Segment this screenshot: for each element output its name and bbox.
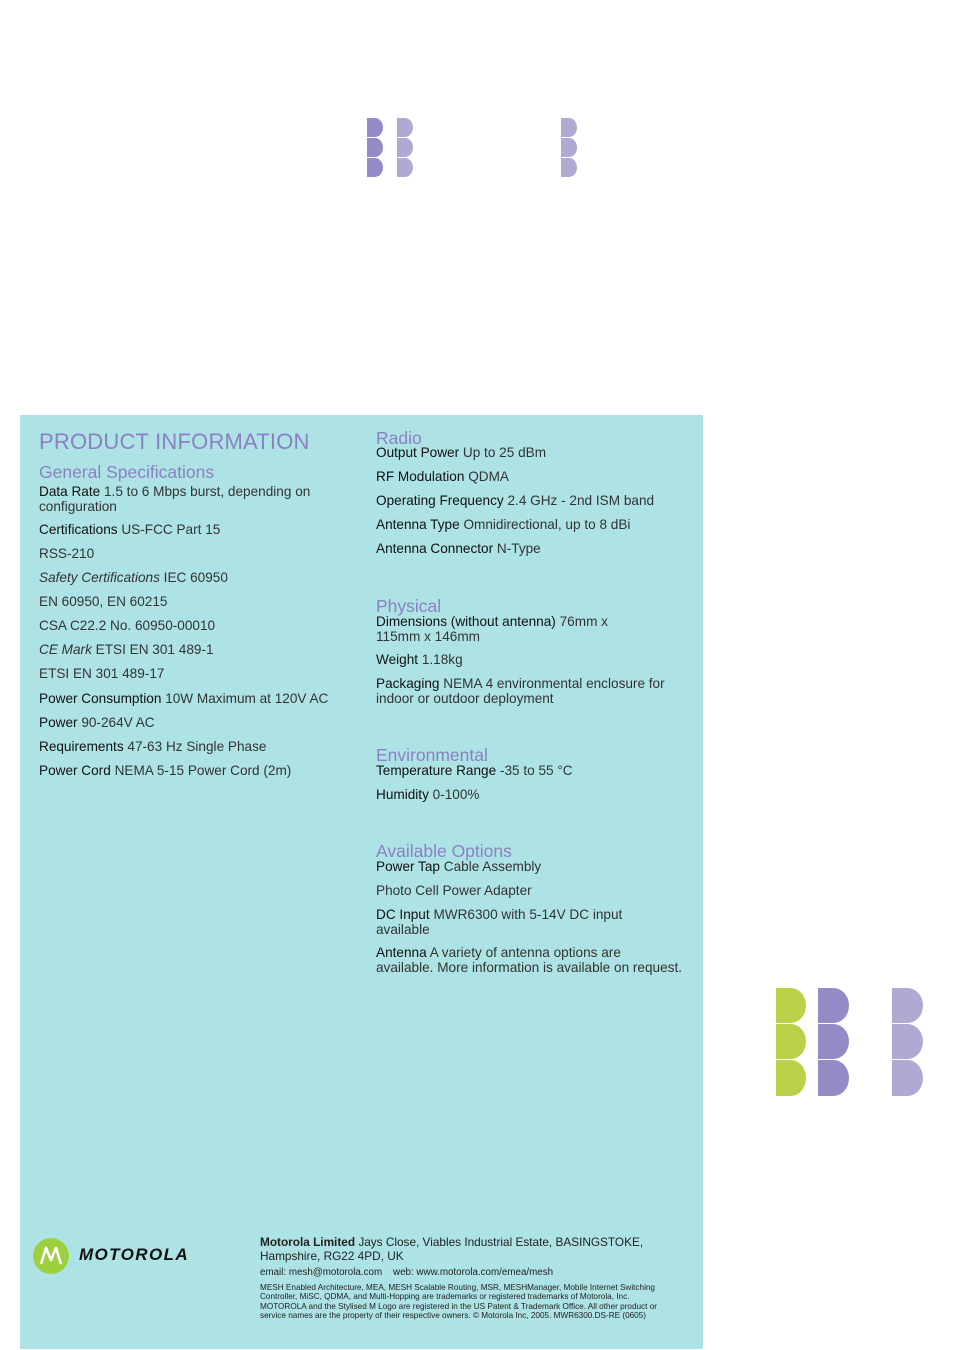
- spec-ce-mark: [39, 643, 214, 658]
- spec-power-cord: [39, 764, 291, 779]
- spec-value: A variety of antenna options are: [429, 945, 621, 960]
- spec-value: MWR6300 with 5-14V DC input: [433, 907, 623, 922]
- dot: [397, 158, 413, 177]
- spec-certifications: [39, 523, 220, 538]
- spec-label: Power Tap: [376, 859, 440, 874]
- section-heading-physical: Physical: [376, 596, 442, 616]
- spec-humidity: [376, 788, 480, 803]
- spec-value: Up to 25 dBm: [462, 445, 547, 460]
- option-photo-cell: Photo Cell Power Adapter: [376, 883, 532, 898]
- spec-label: Safety Certifications: [39, 570, 160, 585]
- spec-label: Weight: [376, 652, 419, 667]
- spec-label: Power Consumption: [39, 691, 162, 706]
- dot: [776, 1024, 806, 1059]
- spec-label: Power Cord: [39, 763, 111, 778]
- company-address: [260, 1236, 680, 1264]
- spec-value: Cable Assembly: [443, 859, 542, 874]
- spec-value: available: [376, 921, 430, 937]
- spec-line: EN 60950, EN 60215: [39, 594, 168, 609]
- legal-line: Controller, MiSC, QDMA, and Multi-Hopping are trademarks or registered trademarks of Motorola, Inc.: [260, 1292, 630, 1302]
- legal-line: MESH Enabled Architecture, MEA, MESH Scalable Routing, MSR, MESHManager, Mobile Internet Switching: [260, 1283, 655, 1292]
- option-dc-input: [376, 908, 622, 937]
- spec-value: 1.5 to 6 Mbps burst, depending on: [104, 484, 311, 499]
- spec-line: CSA C22.2 No. 60950-00010: [39, 618, 216, 633]
- spec-antenna-connector: [376, 542, 541, 557]
- spec-value: Omnidirectional, up to 8 dBi: [463, 517, 631, 532]
- legal-line: MOTOROLA and the Stylised M Logo are registered in the US Patent & Trademark Office. All other product or: [260, 1301, 657, 1311]
- address-line: Jays Close, Viables Industrial Estate, BASINGSTOKE,: [358, 1235, 644, 1249]
- spec-label: DC Input: [376, 907, 430, 922]
- option-antenna: [376, 946, 682, 975]
- spec-power-consumption: [39, 692, 328, 707]
- spec-requirements: [39, 740, 266, 755]
- spec-label: CE Mark: [39, 642, 92, 657]
- company-name: Motorola Limited: [260, 1235, 356, 1249]
- dot: [818, 1024, 849, 1059]
- dot: [397, 118, 413, 137]
- address-line: Hampshire, RG22 4PD, UK: [260, 1248, 404, 1263]
- dot: [892, 988, 923, 1023]
- dot: [561, 158, 577, 177]
- spec-power: [39, 716, 155, 731]
- dot: [818, 988, 849, 1023]
- brand-wordmark: MOTOROLA: [79, 1245, 190, 1264]
- spec-value: available. More information is available on request.: [376, 959, 683, 975]
- spec-value: IEC 60950: [163, 570, 228, 585]
- spec-dimensions: [376, 615, 608, 644]
- spec-label: Power: [39, 715, 78, 730]
- spec-label: Dimensions (without antenna): [376, 614, 556, 629]
- section-heading-radio: Radio: [376, 428, 422, 448]
- motorola-logo-icon: [33, 1238, 69, 1274]
- spec-label: Certifications: [39, 522, 118, 537]
- spec-value: 76mm x: [559, 614, 608, 629]
- spec-packaging: [376, 677, 665, 706]
- section-heading-environmental: Environmental: [376, 745, 488, 765]
- spec-label: Temperature Range: [376, 763, 497, 778]
- dot: [367, 158, 383, 177]
- contact-web: web: www.motorola.com/emea/mesh: [393, 1267, 554, 1278]
- spec-label: Requirements: [39, 739, 124, 754]
- spec-antenna-type: [376, 518, 630, 533]
- spec-temperature: [376, 764, 573, 779]
- footer: [20, 1227, 703, 1347]
- dot: [367, 138, 383, 157]
- option-power-tap: [376, 860, 541, 875]
- spec-value: US-FCC Part 15: [121, 522, 221, 537]
- spec-label: Antenna Connector: [376, 541, 494, 556]
- spec-label: Antenna: [376, 945, 427, 960]
- spec-value: 90-264V AC: [81, 715, 155, 730]
- spec-label: Antenna Type: [376, 517, 460, 532]
- spec-value: 1.18kg: [421, 652, 463, 667]
- spec-value: NEMA 4 environmental enclosure for: [443, 676, 665, 691]
- spec-label: Humidity: [376, 787, 429, 802]
- dot: [892, 1060, 923, 1096]
- section-heading-general: General Specifications: [39, 462, 215, 482]
- spec-rf-modulation: [376, 470, 509, 485]
- section-heading-options: Available Options: [376, 841, 512, 861]
- spec-weight: [376, 653, 463, 668]
- spec-line: RSS-210: [39, 546, 95, 561]
- spec-line: ETSI EN 301 489-17: [39, 666, 165, 681]
- page-title: PRODUCT INFORMATION: [39, 429, 310, 454]
- spec-value: -35 to 55 °C: [499, 763, 573, 778]
- contact-email: email: mesh@motorola.com: [260, 1267, 383, 1278]
- spec-value: 47-63 Hz Single Phase: [127, 739, 267, 754]
- dot: [892, 1024, 923, 1059]
- spec-operating-frequency: [376, 494, 654, 509]
- spec-value: QDMA: [468, 469, 509, 484]
- spec-value: N-Type: [496, 541, 541, 556]
- spec-data-rate: [39, 485, 310, 514]
- spec-label: Data Rate: [39, 484, 101, 499]
- dot: [561, 138, 577, 157]
- spec-safety: [39, 571, 228, 586]
- spec-value: NEMA 5-15 Power Cord (2m): [114, 763, 292, 778]
- dot: [367, 118, 383, 137]
- spec-label: RF Modulation: [376, 469, 465, 484]
- spec-label: Operating Frequency: [376, 493, 504, 508]
- spec-value: 115mm x 146mm: [376, 628, 480, 644]
- dot: [397, 138, 413, 157]
- product-information-panel: [20, 415, 703, 1349]
- dot: [776, 988, 806, 1023]
- spec-value: ETSI EN 301 489-1: [95, 642, 214, 657]
- spec-label: Packaging: [376, 676, 440, 691]
- legal-line: service names are the property of their respective owners. © Motorola Inc, 2005. MWR6300.DS-RE (0605): [260, 1310, 647, 1320]
- contact-line: [260, 1267, 700, 1278]
- spec-value: indoor or outdoor deployment: [376, 690, 554, 706]
- dot: [561, 118, 577, 137]
- spec-value: configuration: [39, 498, 117, 514]
- spec-label: Output Power: [376, 445, 460, 460]
- spec-value: 10W Maximum at 120V AC: [165, 691, 329, 706]
- spec-value: 2.4 GHz - 2nd ISM band: [507, 493, 655, 508]
- dot: [818, 1060, 849, 1096]
- spec-value: 0-100%: [432, 787, 480, 802]
- dot: [776, 1060, 806, 1096]
- legal-notice: [260, 1283, 700, 1320]
- spec-output-power: [376, 446, 546, 461]
